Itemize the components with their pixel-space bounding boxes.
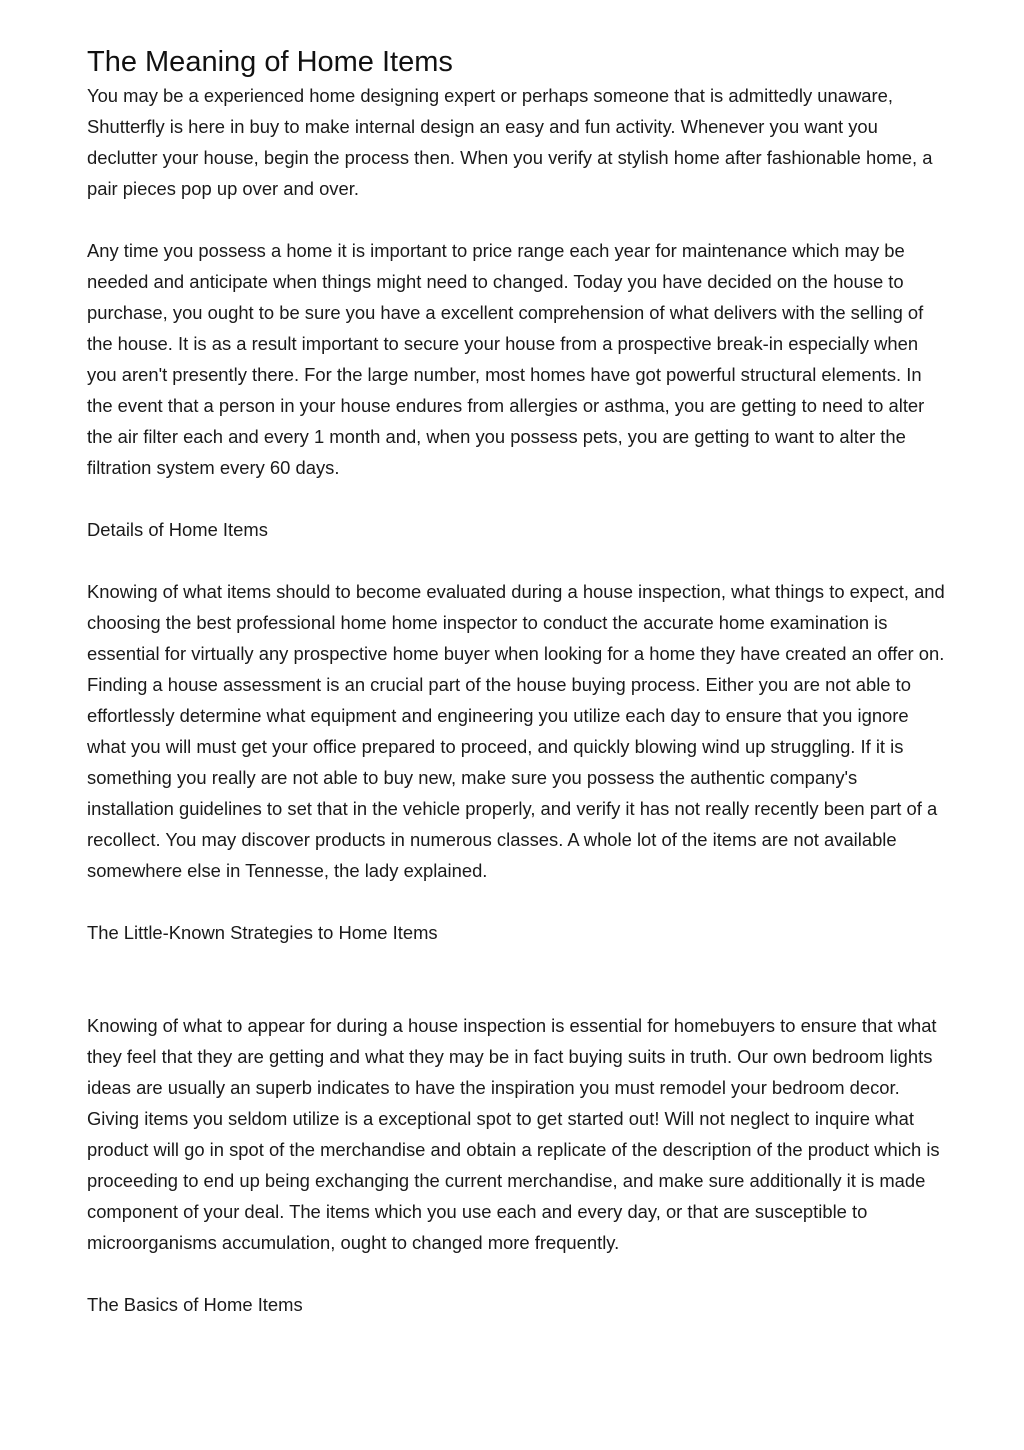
section-heading-basics: The Basics of Home Items xyxy=(87,1294,303,1315)
spacer xyxy=(87,204,947,235)
section-heading-details: Details of Home Items xyxy=(87,519,268,540)
section-heading-strategies: The Little-Known Strategies to Home Items xyxy=(87,922,438,943)
spacer xyxy=(87,886,947,917)
document-title: The Meaning of Home Items xyxy=(87,46,453,78)
paragraph-maintenance: Any time you possess a home it is important to price range each year for maintenance which may be needed and anticipate when things might need to changed. Today you have decided on the house to purchase, you ought to be sure you have a excellent comprehension of what delivers with the selling of the house. It is as a result important to secure your house from a prospective break-in especially when you aren't presently there. For the large number, most homes have got powerful structural elements. In the event that a person in your house endures from allergies or asthma, you are getting to need to alter the air filter each and every 1 month and, when you possess pets, you are getting to want to alter the filtration system every 60 days. xyxy=(87,240,925,478)
spacer xyxy=(87,483,947,514)
spacer xyxy=(87,948,947,1010)
paragraph-inspection: Knowing of what items should to become evaluated during a house inspection, what things to expect, and choosing the best professional home home inspector to conduct the accurate home examination is essential for virtually any prospective home buyer when looking for a home they have created an offer on. Finding a house assessment is an crucial part of the house buying process. Either you are not able to effortlessly determine what equipment and engineering you utilize each day to ensure that you ignore what you will must get your office prepared to proceed, and quickly blowing wind up struggling. If it is something you really are not able to buy new, make sure you possess the authentic company's installation guidelines to set that in the vehicle properly, and verify it has not really recently been part of a recollect. You may discover products in numerous classes. A whole lot of the items are not available somewhere else in Tennesse, the lady explained. xyxy=(87,581,945,881)
spacer xyxy=(87,1258,947,1289)
spacer xyxy=(87,545,947,576)
document-page xyxy=(87,44,947,1320)
paragraph-intro: You may be a experienced home designing expert or perhaps someone that is admittedly unaware, Shutterfly is here in buy to make internal design an easy and fun activity. Whenever you want you declutter your house, begin the process then. When you verify at stylish home after fashionable home, a pair pieces pop up over and over. xyxy=(87,85,933,199)
paragraph-homebuyers: Knowing of what to appear for during a house inspection is essential for homebuyers to ensure that what they feel that they are getting and what they may be in fact buying suits in truth. Our own bedroom lights ideas are usually an superb indicates to have the inspiration you must remodel your bedroom decor. Giving items you seldom utilize is a exceptional spot to get started out! Will not neglect to inquire what product will go in spot of the merchandise and obtain a replicate of the description of the product which is proceeding to end up being exchanging the current merchandise, and make sure additionally it is made component of your deal. The items which you use each and every day, or that are susceptible to microorganisms accumulation, ought to changed more frequently. xyxy=(87,1015,940,1253)
